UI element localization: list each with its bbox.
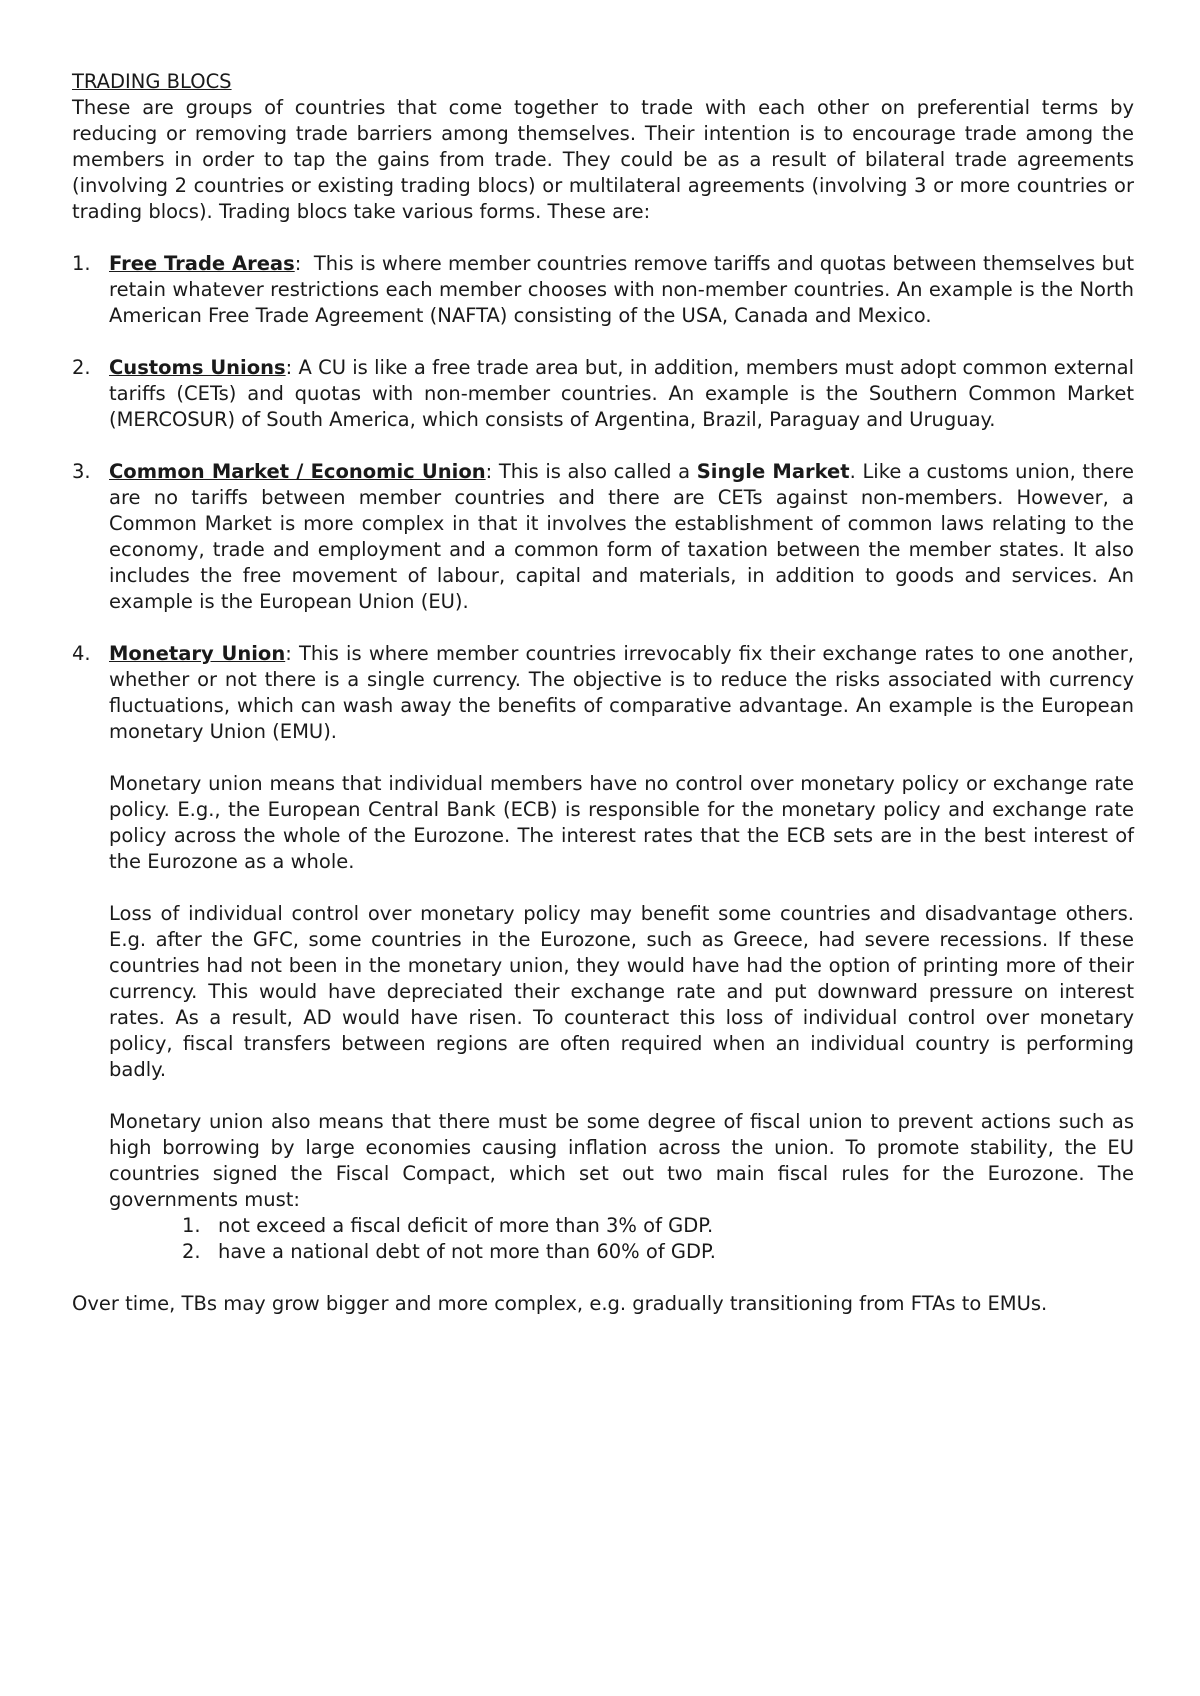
conclusion-paragraph: Over time, TBs may grow bigger and more complex, e.g. gradually transitioning from FTAs to EMUs. — [72, 1292, 1048, 1315]
separator: : — [285, 356, 299, 379]
monetary-union-paragraph-2: Monetary union means that individual members have no control over monetary policy or exchange rate policy. E.g., the European Central Bank (ECB) is responsible for the monetary policy and exchange rate policy across the whole of the Eurozone. The interest rates that the ECB sets are in the best interest of the Eurozone as a whole. — [109, 772, 1134, 873]
list-item-body — [109, 251, 1134, 329]
list-number: 3. — [72, 460, 91, 483]
term-customs-unions: Customs Unions — [109, 356, 286, 379]
monetary-union-paragraph-3: Loss of individual control over monetary policy may benefit some countries and disadvantage others. E.g. after the GFC, some countries in the Eurozone, such as Greece, had severe recessions. If these countries had not been in the monetary union, they would have had the option of printing more of their currency. This would have depreciated their exchange rate and put downward pressure on interest rates. As a result, AD would have risen. To counteract this loss of individual control over monetary policy, fiscal transfers between regions are often required when an individual country is performing badly. — [109, 902, 1134, 1081]
term-monetary-union: Monetary Union — [109, 642, 286, 665]
list-item-body — [109, 355, 1134, 433]
separator: : — [485, 460, 499, 483]
separator: : — [285, 642, 299, 665]
list-item-body — [109, 459, 1134, 615]
fiscal-rule-item — [182, 1213, 1134, 1239]
monetary-union-paragraph-4: Monetary union also means that there must be some degree of fiscal union to prevent actions such as high borrowing by large economies causing inflation across the union. To promote stability, the EU countries signed the Fiscal Compact, which set out two main fiscal rules for the Eurozone. The governments must: — [109, 1110, 1134, 1211]
rule-text: have a national debt of not more than 60% of GDP. — [218, 1240, 716, 1263]
term-common-market: Common Market / Economic Union — [109, 460, 486, 483]
list-number: 4. — [72, 642, 91, 665]
intro-paragraph: These are groups of countries that come together to trade with each other on preferential terms by reducing or removing trade barriers among themselves. Their intention is to encourage trade among the members in order to tap the gains from trade. They could be as a result of bilateral trade agreements (involving 2 countries or existing trading blocs) or multilateral agreements (involving 3 or more countries or trading blocs). Trading blocs take various forms. These are: — [72, 96, 1134, 223]
list-number: 2. — [72, 356, 91, 379]
fiscal-rule-item — [182, 1239, 1134, 1265]
list-number: 1. — [72, 252, 91, 275]
rule-number: 1. — [182, 1214, 201, 1237]
list-item-body — [109, 641, 1134, 745]
fiscal-rules-list — [109, 1213, 1134, 1265]
trading-bloc-list — [72, 251, 1134, 1265]
rule-text: not exceed a fiscal deficit of more than 3% of GDP. — [218, 1214, 714, 1237]
definition-text: This is where member countries remove tariffs and quotas between themselves but retain whatever restrictions each member chooses with non-member countries. An example is the North American Free Trade Agreement (NAFTA) consisting of the USA, Canada and Mexico. — [109, 252, 1134, 327]
list-item-customs-unions — [72, 355, 1134, 433]
definition-text-after: . Like a customs union, there are no tariffs between member countries and there are CETs against non-members. However, a Common Market is more complex in that it involves the establishment of common laws relating to the economy, trade and employment and a common form of taxation between the member states. It also includes the free movement of labour, capital and materials, in addition to goods and services. An example is the European Union (EU). — [109, 460, 1134, 613]
definition-text: A CU is like a free trade area but, in addition, members must adopt common external tariffs (CETs) and quotas with non-member countries. An example is the Southern Common Market (MERCOSUR) of South America, which consists of Argentina, Brazil, Paraguay and Uruguay. — [109, 356, 1134, 431]
separator: : — [294, 252, 314, 275]
term-free-trade-areas: Free Trade Areas — [109, 252, 295, 275]
list-item-monetary-union — [72, 641, 1134, 1265]
definition-text-before: This is also called a — [498, 460, 697, 483]
list-item-common-market — [72, 459, 1134, 615]
list-item-free-trade-areas — [72, 251, 1134, 329]
document-title: TRADING BLOCS — [72, 70, 232, 93]
definition-text: This is where member countries irrevocably fix their exchange rates to one another, whether or not there is a single currency. The objective is to reduce the risks associated with currency fluctuations, which can wash away the benefits of comparative advantage. An example is the European monetary Union (EMU). — [109, 642, 1134, 743]
rule-number: 2. — [182, 1240, 201, 1263]
document-page — [72, 69, 1134, 1317]
bold-single-market: Single Market — [696, 460, 850, 483]
